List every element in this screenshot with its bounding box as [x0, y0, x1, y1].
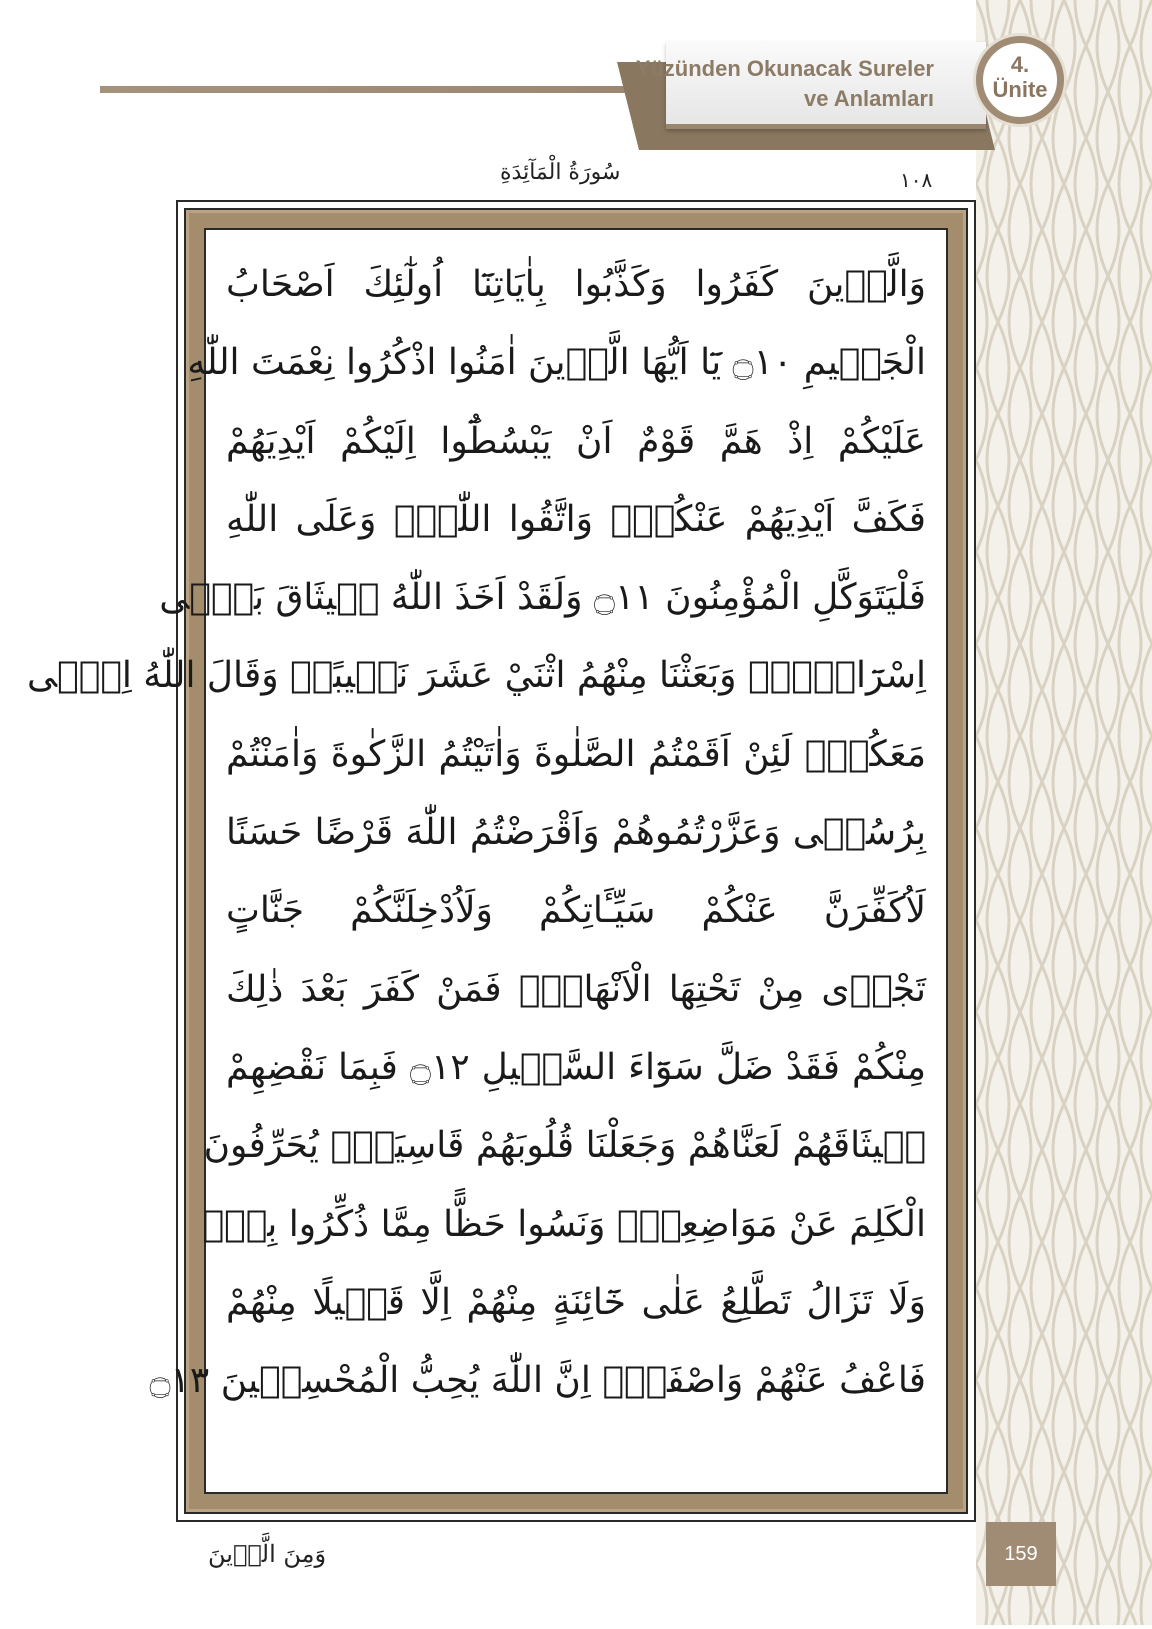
page-number: 159 [986, 1522, 1056, 1586]
decorative-side-pattern [976, 0, 1152, 1625]
verse-line: مِنْكُمْ فَقَدْ ضَلَّ سَوَٓاءَ السَّبٖيلِ ۝١٢ فَبِمَا نَقْضِهِمْ [226, 1046, 926, 1088]
verse-line: اِسْرَٓائٖلَۚ وَبَعَثْنَا مِنْهُمُ اثْنَيْ عَشَرَ نَقٖيبًاۜ وَقَالَ اللّٰهُ اِنّٖى [27, 655, 926, 697]
verse-line: فَكَفَّ اَيْدِيَهُمْ عَنْكُمْۚ وَاتَّقُوا اللّٰهَۜ وَعَلَى اللّٰهِ [226, 498, 926, 540]
mushaf-page-number: ١٠٨ [900, 168, 933, 192]
unit-number: 4. [1010, 52, 1030, 77]
catchword: وَمِنَ الَّذٖينَ [208, 1540, 327, 1568]
verse-line: عَلَيْكُمْ اِذْ هَمَّ قَوْمٌ اَنْ يَبْسُطُٓوا اِلَيْكُمْ اَيْدِيَهُمْ [226, 420, 926, 462]
verse-line: لَاُكَفِّرَنَّ عَنْكُمْ سَيِّـَٔاتِكُمْ وَلَاُدْخِلَنَّكُمْ جَنَّاتٍ [226, 890, 926, 932]
verse-line: تَجْرٖى مِنْ تَحْتِهَا الْاَنْهَارُۚ فَمَنْ كَفَرَ بَعْدَ ذٰلِكَ [226, 968, 926, 1010]
unit-badge [976, 36, 1064, 124]
section-title-line-2: ve Anlamları [803, 86, 934, 111]
section-title-line-1: Yüzünden Okunacak Sureler [635, 56, 934, 81]
verse-line: الْكَلِمَ عَنْ مَوَاضِعِهٖۙ وَنَسُوا حَظًّا مِمَّا ذُكِّرُوا بِهٖۚ [202, 1203, 926, 1245]
verse-line: الْجَحٖيمِ ۝١٠ يَٓا اَيُّهَا الَّذٖينَ اٰمَنُوا اذْكُرُوا نِعْمَتَ اللّٰهِ [187, 342, 926, 384]
verse-lines [27, 246, 926, 1420]
surah-name: سُورَةُ الْمَآئِدَةِ [500, 160, 621, 185]
verse-text-area [27, 228, 948, 1494]
page-frame [27, 200, 976, 1522]
verse-line: وَالَّذٖينَ كَفَرُوا وَكَذَّبُوا بِاٰيَاتِنَٓا اُولٰٓئِكَ اَصْحَابُ [226, 264, 926, 305]
verse-line: فَلْيَتَوَكَّلِ الْمُؤْمِنُونَ ۝١١ وَلَقَدْ اَخَذَ اللّٰهُ مٖيثَاقَ بَنٖٓى [159, 577, 926, 619]
verse-line: مَعَكُمْۜ لَئِنْ اَقَمْتُمُ الصَّلٰوةَ وَاٰتَيْتُمُ الزَّكٰوةَ وَاٰمَنْتُمْ [226, 733, 926, 775]
verse-line: فَاعْفُ عَنْهُمْ وَاصْفَحْۜ اِنَّ اللّٰهَ يُحِبُّ الْمُحْسِنٖينَ ۝١٣ [149, 1360, 926, 1402]
verse-line: بِرُسُلٖى وَعَزَّرْتُمُوهُمْ وَاَقْرَضْتُمُ اللّٰهَ قَرْضًا حَسَنًا [226, 812, 926, 854]
lattice-pattern-icon [976, 0, 1152, 1625]
frame-border [27, 208, 968, 1514]
verse-line: وَلَا تَزَالُ تَطَّلِعُ عَلٰى خَٓائِنَةٍ مِنْهُمْ اِلَّا قَلٖيلًا مِنْهُمْ [226, 1281, 926, 1323]
verse-line: مٖيثَاقَهُمْ لَعَنَّاهُمْ وَجَعَلْنَا قُلُوبَهُمْ قَاسِيَةًۚ يُحَرِّفُونَ [203, 1125, 926, 1167]
unit-label: Ünite [992, 77, 1048, 102]
header-rule [100, 86, 660, 93]
